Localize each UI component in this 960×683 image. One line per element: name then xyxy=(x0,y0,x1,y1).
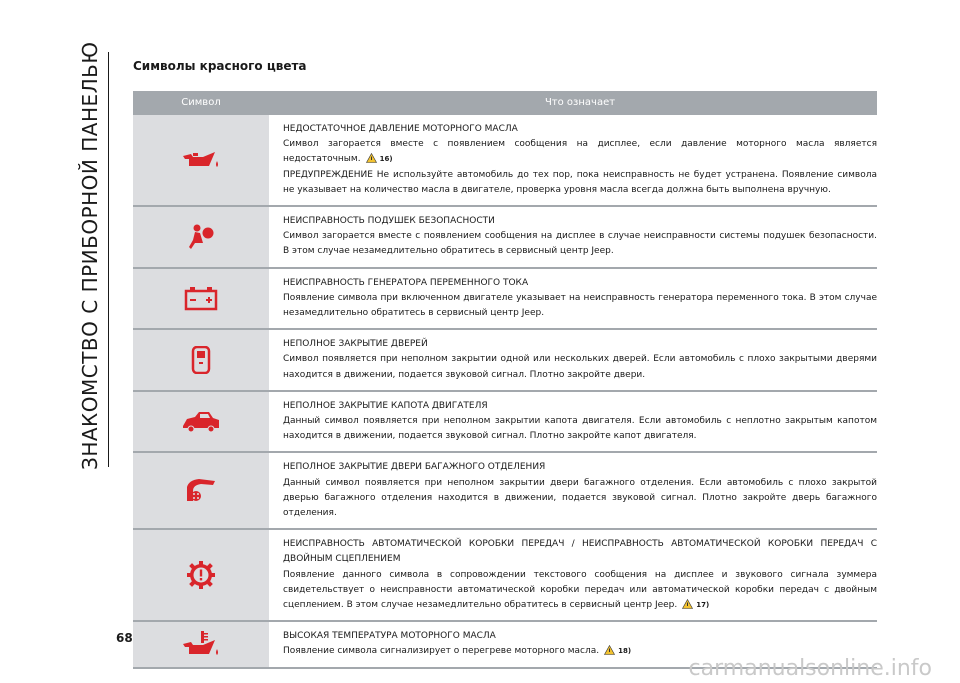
chapter-divider xyxy=(108,52,109,467)
row-title: ВЫСОКАЯ ТЕМПЕРАТУРА МОТОРНОГО МАСЛА xyxy=(283,631,496,642)
row-text: Данный символ появляется при неполном закрытии капота двигателя. Если автомобиль с неплотно закрытым капотом находится в движении, подается звуковой сигнал. Плотно закройте капот двигателя. xyxy=(283,416,877,442)
table-header xyxy=(133,91,877,113)
symbol-cell xyxy=(133,330,269,390)
note-ref: 18) xyxy=(618,647,632,656)
row-warning-text: ПРЕДУПРЕЖДЕНИЕ Не используйте автомобиль до тех пор, пока неисправность не будет устранена. Появление символа не указывает на количество масла в двигателе, проверка уровня масла всегда должна быть выполнена вручную. xyxy=(283,169,877,195)
watermark: carmanualsonline.info xyxy=(688,656,932,681)
warning-triangle-icon xyxy=(682,599,693,609)
row-text: Появление данного символа в сопровождении текстового сообщения на дисплее и звукового сигнала зуммера свидетельствует о неисправности автоматической коробки передач или автоматической коробки передач с двойным сцеплением. В этом случае незамедлительно обратитесь в сервисный центр Jeep. xyxy=(283,569,877,611)
header-meaning: Что означает xyxy=(544,96,616,108)
meaning-cell xyxy=(269,207,877,267)
door-open-icon xyxy=(181,346,221,374)
meaning-cell xyxy=(269,530,877,620)
table-row xyxy=(133,528,877,620)
page-number: 68 xyxy=(116,631,133,645)
table-row xyxy=(133,113,877,205)
meaning-cell xyxy=(269,269,877,329)
gearbox-fault-icon xyxy=(181,561,221,589)
meaning-cell xyxy=(269,115,877,205)
trunk-open-icon xyxy=(181,477,221,505)
row-title: НЕПОЛНОЕ ЗАКРЫТИЕ ДВЕРИ БАГАЖНОГО ОТДЕЛЕНИЯ xyxy=(283,462,546,473)
meaning-cell xyxy=(269,392,877,452)
note-ref: 16) xyxy=(379,155,393,164)
hood-open-icon xyxy=(181,408,221,436)
chapter-title: ЗНАКОМСТВО С ПРИБОРНОЙ ПАНЕЛЬЮ xyxy=(78,41,102,470)
header-symbol: Символ xyxy=(181,96,221,108)
symbol-cell xyxy=(133,622,269,666)
warning-triangle-icon xyxy=(604,645,615,655)
warning-triangle-icon xyxy=(366,153,377,163)
symbol-cell xyxy=(133,392,269,452)
coolant-temp-icon xyxy=(181,630,221,658)
section-title: Символы красного цвета xyxy=(133,59,307,73)
row-title: НЕИСПРАВНОСТЬ АВТОМАТИЧЕСКОЙ КОРОБКИ ПЕРЕДАЧ / НЕИСПРАВНОСТЬ АВТОМАТИЧЕСКОЙ КОРОБКИ ПЕРЕДАЧ С ДВОЙНЫМ СЦЕПЛЕНИЕМ xyxy=(283,539,877,565)
table-row xyxy=(133,267,877,329)
row-title: НЕИСПРАВНОСТЬ ГЕНЕРАТОРА ПЕРЕМЕННОГО ТОКА xyxy=(283,277,529,288)
table-row xyxy=(133,205,877,267)
symbol-cell xyxy=(133,269,269,329)
table-row xyxy=(133,328,877,390)
symbol-cell xyxy=(133,530,269,620)
oil-can-icon xyxy=(181,146,221,174)
row-title: НЕДОСТАТОЧНОЕ ДАВЛЕНИЕ МОТОРНОГО МАСЛА xyxy=(283,124,518,134)
row-title: НЕИСПРАВНОСТЬ ПОДУШЕК БЕЗОПАСНОСТИ xyxy=(283,216,495,227)
table-row xyxy=(133,390,877,452)
meaning-cell xyxy=(269,330,877,390)
row-text: Символ загорается вместе с появлением сообщения на дисплее, если давление моторного масла является недостаточным. xyxy=(283,139,877,165)
symbol-cell xyxy=(133,453,269,528)
table-row xyxy=(133,451,877,528)
row-text: Появление символа сигнализирует о перегреве моторного масла. xyxy=(283,646,600,657)
warning-symbols-table xyxy=(133,91,877,669)
row-text: Символ появляется при неполном закрытии одной или нескольких дверей. Если автомобиль с плохо закрытыми дверями находится в движении, подается звуковой сигнал. Плотно закройте двери. xyxy=(283,354,877,380)
row-text: Появление символа при включенном двигателе указывает на неисправность генератора переменного тока. В этом случае незамедлительно обратитесь в сервисный центр Jeep. xyxy=(283,292,877,319)
meaning-cell xyxy=(269,453,877,528)
row-text: Символ загорается вместе с появлением сообщения на дисплее в случае неисправности системы подушек безопасности. В этом случае незамедлительно обратитесь в сервисный центр Jeep. xyxy=(283,231,877,257)
note-ref: 17) xyxy=(696,601,710,610)
symbol-cell xyxy=(133,115,269,205)
row-title: НЕПОЛНОЕ ЗАКРЫТИЕ ДВЕРЕЙ xyxy=(283,339,428,350)
airbag-icon xyxy=(181,223,221,251)
row-title: НЕПОЛНОЕ ЗАКРЫТИЕ КАПОТА ДВИГАТЕЛЯ xyxy=(283,400,488,411)
battery-icon xyxy=(181,284,221,312)
symbol-cell xyxy=(133,207,269,267)
row-text: Данный символ появляется при неполном закрытии двери багажного отделения. Если автомобиль с плохо закрытой дверью багажного отделения находится в движении, подается звуковой сигнал. Плотно закройте дверь багажного отделения. xyxy=(283,477,877,519)
